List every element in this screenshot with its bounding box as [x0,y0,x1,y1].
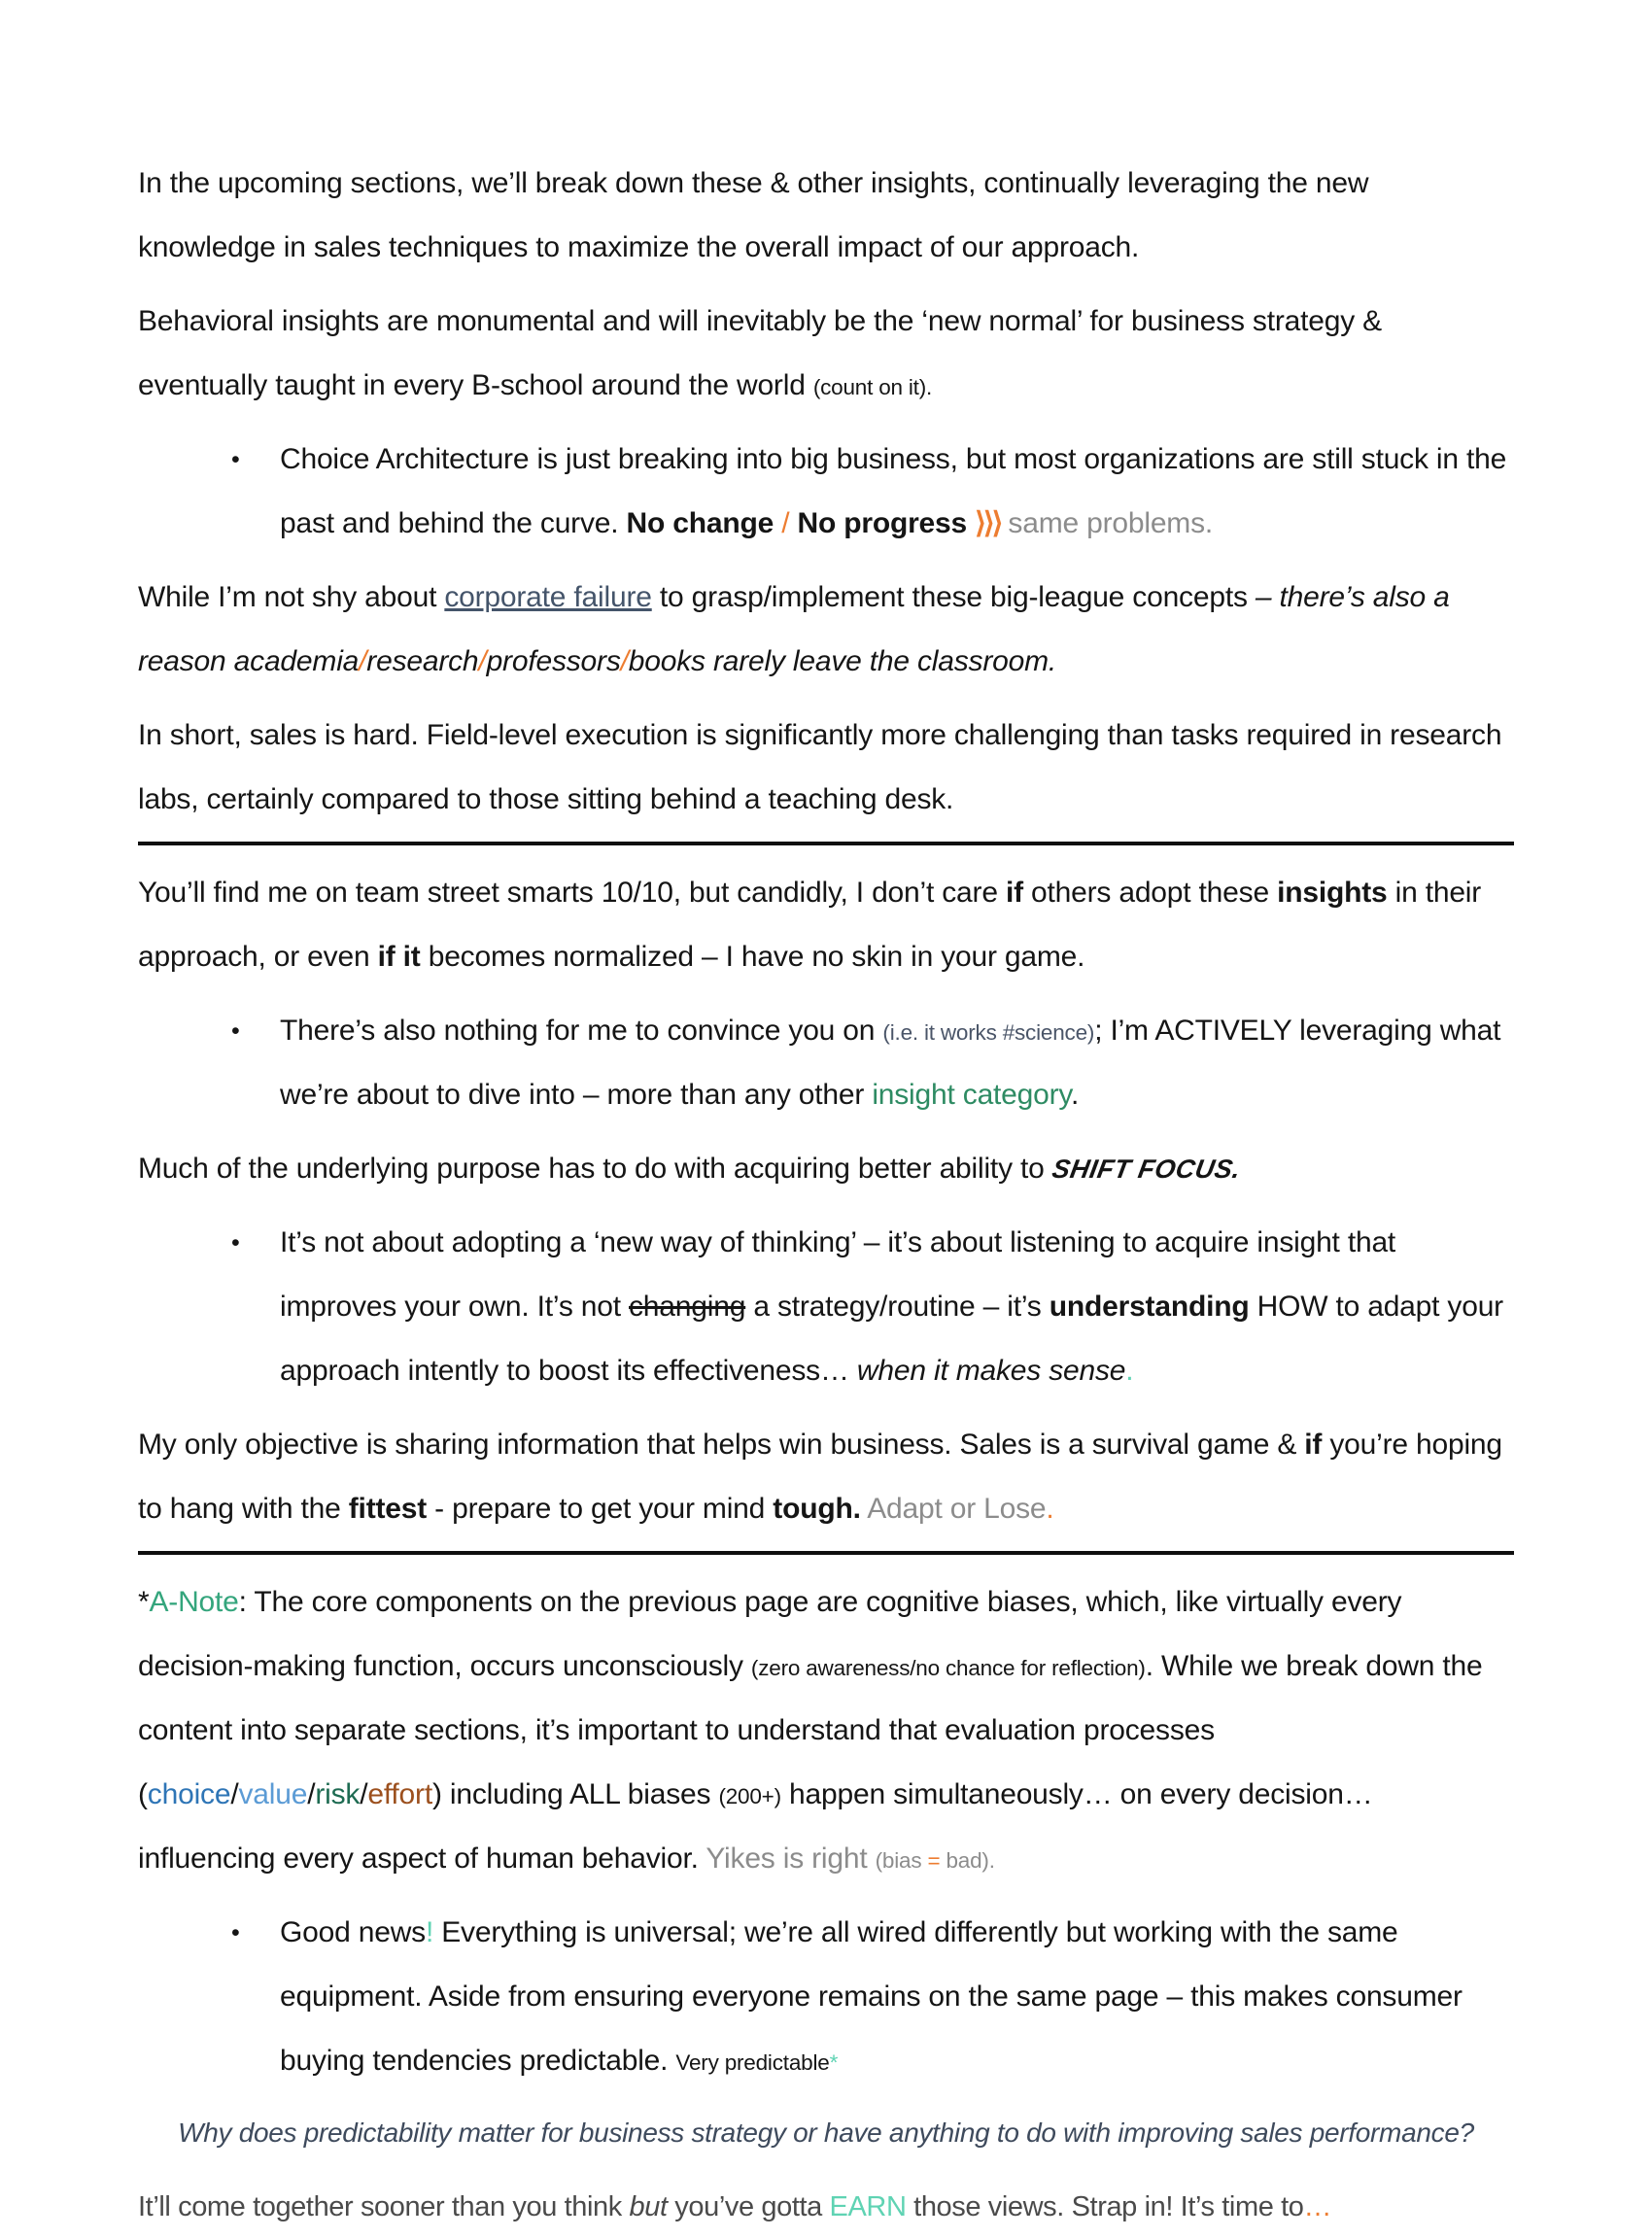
text-run: In the upcoming sections, we’ll break down these & other insights, continually leveraging the new knowledge in sales techniques to maximize the overall impact of our approach. [138,167,1369,263]
paragraph-a-note [138,1570,1514,1891]
same-problems-text: same problems. [1000,507,1214,539]
text-run: HOW to adapt your approach intently to boost its effectiveness… [280,1291,1503,1387]
slash: / [360,1778,368,1810]
bullet-choice-architecture [231,428,1514,556]
but-italic: but [629,2190,668,2222]
text-run: While I’m not shy about [138,581,445,613]
zero-awareness-aside: (zero awareness/no chance for reflection) [750,1656,1146,1680]
text-run: Behavioral insights are monumental and will inevitably be the ‘new normal’ for business strategy & eventually taught in every B-school around the world [138,305,1382,401]
text-run: fittest [348,1493,428,1525]
asterisk-accent: * [829,2050,839,2075]
bullet-icon: • [231,446,240,473]
a-note-label: A-Note [149,1586,239,1618]
paragraph-upcoming-sections [138,152,1514,280]
text-run: – there’s also a reason academia [138,581,1450,677]
slash: / [307,1778,316,1810]
bullet-text [280,999,1514,1127]
bullet-text [280,1211,1514,1403]
closing-line [138,2177,1514,2238]
text-run: Why does predictability matter for business strategy or have anything to do with improving sales performance? [178,2117,1474,2148]
slash-accent: / [478,645,487,677]
text-run: Everything is universal; we’re all wired differently but working with the same equipment. Aside from ensuring everyone remains on the same page – this makes consumer buying tendencies predictable. [280,1916,1463,2077]
paragraph-only-objective [138,1413,1514,1541]
text-run: research [366,645,479,677]
science-aside: (i.e. it works #science) [882,1020,1095,1045]
ellipsis-accent: … [1303,2190,1332,2222]
when-it-makes-sense-text: when it makes sense [856,1355,1126,1387]
paragraph-underlying-purpose [138,1137,1514,1201]
text-run: There’s also nothing for me to convince you on [280,1015,883,1047]
text-run: if [1304,1429,1323,1461]
text-run: books rarely leave the classroom. [628,645,1057,677]
bullet-icon: • [231,1919,240,1946]
asterisk: * [138,1586,150,1618]
text-run: ) including ALL biases [431,1778,719,1810]
risk-text: risk [315,1778,361,1810]
section-divider [138,842,1514,845]
text-run: you’re hoping to hang with the [138,1429,1502,1525]
text-run: those views. Strap in! It’s time to [906,2190,1304,2222]
slash-accent: / [620,645,629,677]
slash-accent: / [781,507,790,539]
effort-text: effort [367,1778,432,1810]
paragraph-street-smarts [138,861,1514,989]
text-run: . While we break down the content into separate sections, it’s important to understand that evaluation processes ( [138,1650,1483,1810]
text-run: - prepare to get your mind [427,1493,774,1525]
corporate-failure-link[interactable]: corporate failure [444,581,652,613]
bullet-good-news [231,1901,1514,2093]
text-run: Choice Architecture is just breaking into big business, but most organizations are still stuck in the past and behind the curve. [280,443,1507,539]
bullet-icon: • [231,1017,240,1045]
text-run: Much of the underlying purpose has to do with acquiring better ability to [138,1153,1052,1185]
good-news-text: Good news [280,1916,426,1948]
bullet-icon: • [231,1229,240,1257]
bullet-text [280,1901,1514,2093]
text-run: if [1005,877,1023,909]
text-run: ; I’m ACTIVELY leveraging what we’re about to dive into – more than any other [280,1015,1501,1111]
slash: / [230,1778,239,1810]
paragraph-corporate-failure [138,566,1514,694]
bias-aside: bad). [940,1848,995,1873]
yikes-text: Yikes is right [706,1842,876,1875]
text-run: insights [1277,877,1388,909]
bullet-new-way-of-thinking [231,1211,1514,1403]
shift-focus-text: SHIFT FOCUS. [1050,1154,1244,1184]
text-run: in their approach, or even [138,877,1482,973]
bullet-nothing-to-convince [231,999,1514,1127]
paragraph-behavioral-insights [138,290,1514,418]
exclamation-accent: ! [425,1916,434,1948]
text-run: happen simultaneously… on every decision… influencing every aspect of human behavior. [138,1778,1373,1875]
very-predictable-text: Very predictable [675,2050,830,2075]
two-hundred-plus-aside: (200+) [718,1784,781,1808]
section-divider [138,1551,1514,1555]
adapt-or-lose-text: Adapt or Lose [867,1493,1047,1525]
text-run: It’s not about adopting a ‘new way of thinking’ – it’s about listening to acquire insight that improves your own. It’s not [280,1226,1396,1323]
equals-accent: = [927,1848,941,1873]
bullet-text [280,428,1514,556]
text-run: My only objective is sharing information that helps win business. Sales is a survival game & [138,1429,1305,1461]
earn-text: EARN [829,2190,907,2222]
text-run: You’ll find me on team street smarts 10/10, but candidly, I don’t care [138,877,1006,909]
text-run: becomes normalized – I have no skin in your game. [420,941,1085,973]
choice-text: choice [147,1778,231,1810]
understanding-text: understanding [1049,1291,1250,1323]
no-progress-text: No progress [789,507,976,539]
text-run: others adopt these [1022,877,1278,909]
text-run: In short, sales is hard. Field-level execution is significantly more challenging than tasks required in research labs, certainly compared to those sitting behind a teaching desk. [138,719,1502,815]
count-on-it-aside: (count on it). [812,375,933,399]
text-run: if it [377,941,421,973]
text-run: professors [486,645,621,677]
text-run: . [1071,1079,1080,1111]
value-text: value [238,1778,308,1810]
chevrons-icon: ⟩⟩⟩ [975,507,1001,539]
text-run: to grasp/implement these big-league concepts [651,581,1256,613]
bias-aside: (bias [875,1848,928,1873]
insight-category-text: insight category [872,1079,1072,1111]
period-accent: . [1125,1355,1134,1387]
no-change-text: No change [626,507,782,539]
text-run: a strategy/routine – it’s [745,1291,1050,1323]
text-run: you’ve gotta [667,2190,830,2222]
predictability-question [105,2103,1547,2163]
period-accent: . [1046,1493,1054,1525]
paragraph-sales-is-hard [138,704,1514,832]
changing-strikethrough: changing [629,1291,746,1323]
text-run: tough. [773,1493,861,1525]
slash-accent: / [359,645,367,677]
text-run: It’ll come together sooner than you think [138,2190,630,2222]
text-run: : The core components on the previous page are cognitive biases, which, like virtually every decision-making function, occurs unconsciously [138,1586,1402,1682]
